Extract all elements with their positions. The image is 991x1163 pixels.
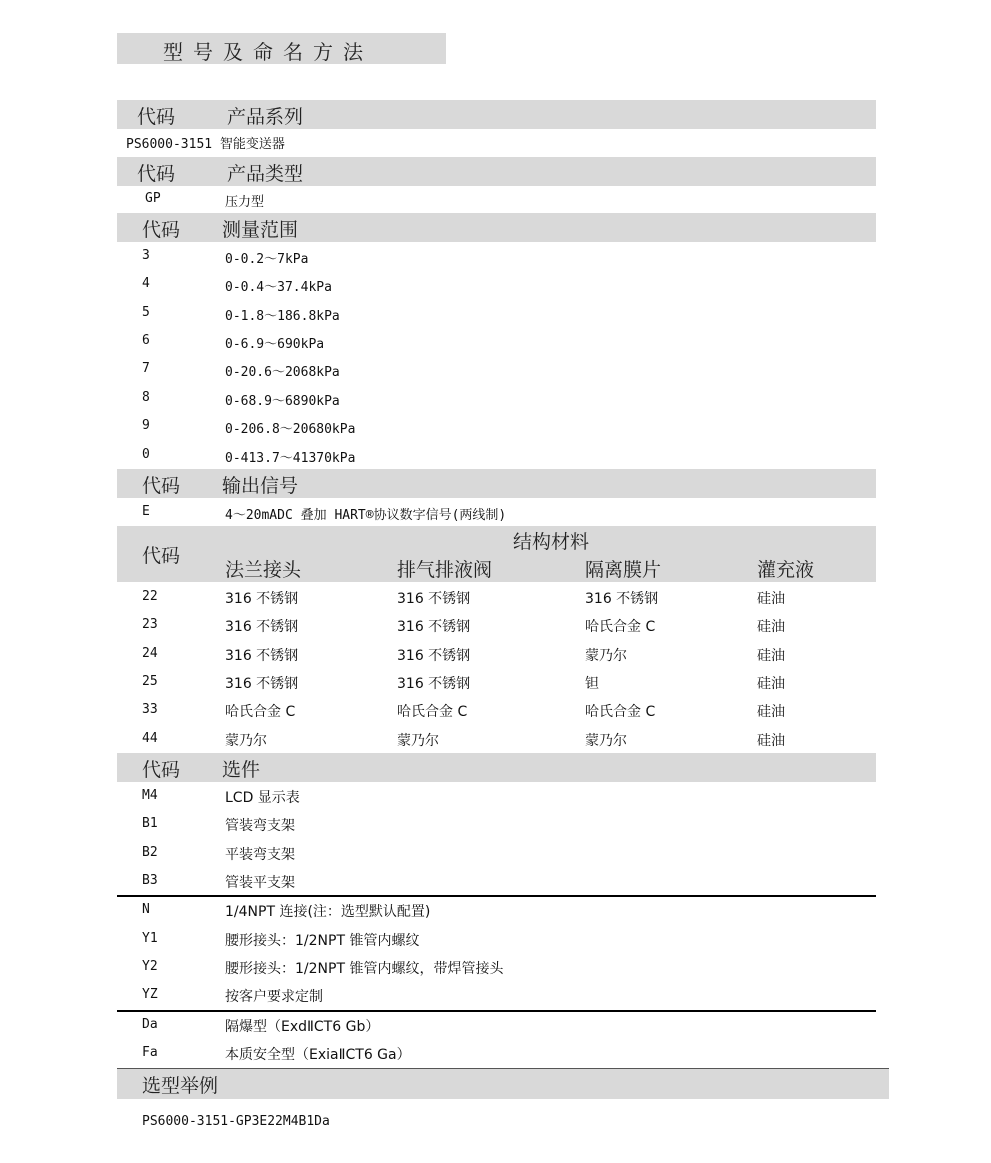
option-desc: 管装平支架 (225, 875, 295, 891)
range-code: 8 (142, 390, 150, 405)
material-vent-valve: 蒙乃尔 (397, 733, 439, 749)
divider (117, 895, 876, 897)
material-vent-valve: 316 不锈钢 (397, 676, 471, 692)
range-code: 5 (142, 305, 150, 320)
option-code: Da (142, 1017, 158, 1032)
options-header (117, 753, 876, 782)
material-label: 结构材料 (513, 531, 590, 553)
series-code-label: 代码 (137, 106, 176, 128)
material-flange: 哈氏合金 C (225, 704, 296, 720)
material-vent-valve: 哈氏合金 C (397, 704, 468, 720)
material-code: 23 (142, 617, 158, 632)
range-value: 0-20.6～2068kPa (225, 365, 340, 380)
output-code-label: 代码 (142, 475, 181, 497)
options-label: 选件 (222, 759, 261, 781)
option-desc: 1/4NPT 连接(注：选型默认配置) (225, 904, 431, 920)
option-desc: 管装弯支架 (225, 818, 295, 834)
output-desc: 4～20mADC 叠加 HART®协议数字信号(两线制) (225, 508, 507, 523)
range-value: 0-6.9～690kPa (225, 337, 325, 352)
example-header (117, 1068, 889, 1099)
option-code: B3 (142, 873, 158, 888)
option-code: Y2 (142, 959, 158, 974)
material-diaphragm: 蒙乃尔 (585, 733, 627, 749)
type-label: 产品类型 (227, 163, 304, 185)
material-fill-fluid: 硅油 (757, 591, 785, 607)
column-vent-valve: 排气排液阀 (397, 559, 493, 581)
output-label: 输出信号 (222, 475, 299, 497)
range-code: 9 (142, 418, 150, 433)
option-code: Fa (142, 1045, 158, 1060)
series-row: PS6000-3151 智能变送器 (126, 137, 285, 152)
material-fill-fluid: 硅油 (757, 676, 785, 692)
series-header (117, 100, 876, 129)
column-flange: 法兰接头 (225, 559, 302, 581)
option-code: B2 (142, 845, 158, 860)
page-title: 型号及命名方法 (163, 40, 373, 64)
material-code: 44 (142, 731, 158, 746)
range-code-label: 代码 (142, 219, 181, 241)
example-value: PS6000-3151-GP3E22M4B1Da (142, 1114, 330, 1129)
type-header (117, 157, 876, 186)
type-desc: 压力型 (225, 195, 265, 210)
type-code: GP (145, 191, 161, 206)
range-value: 0-413.7～41370kPa (225, 451, 356, 466)
material-fill-fluid: 硅油 (757, 733, 785, 749)
option-desc: LCD 显示表 (225, 790, 300, 806)
material-diaphragm: 蒙乃尔 (585, 648, 627, 664)
material-fill-fluid: 硅油 (757, 619, 785, 635)
range-value: 0-68.9～6890kPa (225, 394, 340, 409)
output-code: E (142, 504, 150, 519)
option-desc: 腰形接头：1/2NPT 锥管内螺纹 (225, 933, 420, 949)
range-header (117, 213, 876, 242)
option-code: N (142, 902, 150, 917)
material-vent-valve: 316 不锈钢 (397, 648, 471, 664)
range-code: 0 (142, 447, 150, 462)
options-code-label: 代码 (142, 759, 181, 781)
option-code: M4 (142, 788, 158, 803)
column-diaphragm: 隔离膜片 (585, 559, 662, 581)
range-code: 6 (142, 333, 150, 348)
range-code: 3 (142, 248, 150, 263)
material-fill-fluid: 硅油 (757, 704, 785, 720)
option-code: Y1 (142, 931, 158, 946)
divider (117, 1010, 876, 1012)
column-fill-fluid: 灌充液 (757, 559, 815, 581)
title-banner (117, 33, 446, 64)
material-diaphragm: 钽 (585, 676, 599, 692)
option-desc: 平装弯支架 (225, 847, 295, 863)
material-flange: 316 不锈钢 (225, 676, 299, 692)
material-vent-valve: 316 不锈钢 (397, 591, 471, 607)
option-code: B1 (142, 816, 158, 831)
material-vent-valve: 316 不锈钢 (397, 619, 471, 635)
material-flange: 316 不锈钢 (225, 591, 299, 607)
material-code: 33 (142, 702, 158, 717)
material-diaphragm: 哈氏合金 C (585, 619, 656, 635)
type-code-label: 代码 (137, 163, 176, 185)
example-label: 选型举例 (142, 1075, 219, 1097)
range-code: 4 (142, 276, 150, 291)
option-desc: 按客户要求定制 (225, 989, 323, 1005)
material-code: 22 (142, 589, 158, 604)
material-flange: 316 不锈钢 (225, 619, 299, 635)
material-flange: 316 不锈钢 (225, 648, 299, 664)
material-code-label: 代码 (142, 545, 181, 567)
material-diaphragm: 316 不锈钢 (585, 591, 659, 607)
material-flange: 蒙乃尔 (225, 733, 267, 749)
option-code: YZ (142, 987, 158, 1002)
material-code: 24 (142, 646, 158, 661)
range-value: 0-0.4～37.4kPa (225, 280, 332, 295)
range-value: 0-0.2～7kPa (225, 252, 309, 267)
material-diaphragm: 哈氏合金 C (585, 704, 656, 720)
range-value: 0-1.8～186.8kPa (225, 309, 340, 324)
option-desc: 腰形接头：1/2NPT 锥管内螺纹，带焊管接头 (225, 961, 504, 977)
range-code: 7 (142, 361, 150, 376)
option-desc: 隔爆型（ExdⅡCT6 Gb） (225, 1019, 380, 1035)
material-fill-fluid: 硅油 (757, 648, 785, 664)
range-label: 测量范围 (222, 219, 299, 241)
series-label: 产品系列 (227, 106, 304, 128)
material-header (117, 526, 876, 582)
output-header (117, 469, 876, 498)
material-code: 25 (142, 674, 158, 689)
option-desc: 本质安全型（ExiaⅡCT6 Ga） (225, 1047, 411, 1063)
range-value: 0-206.8～20680kPa (225, 422, 356, 437)
